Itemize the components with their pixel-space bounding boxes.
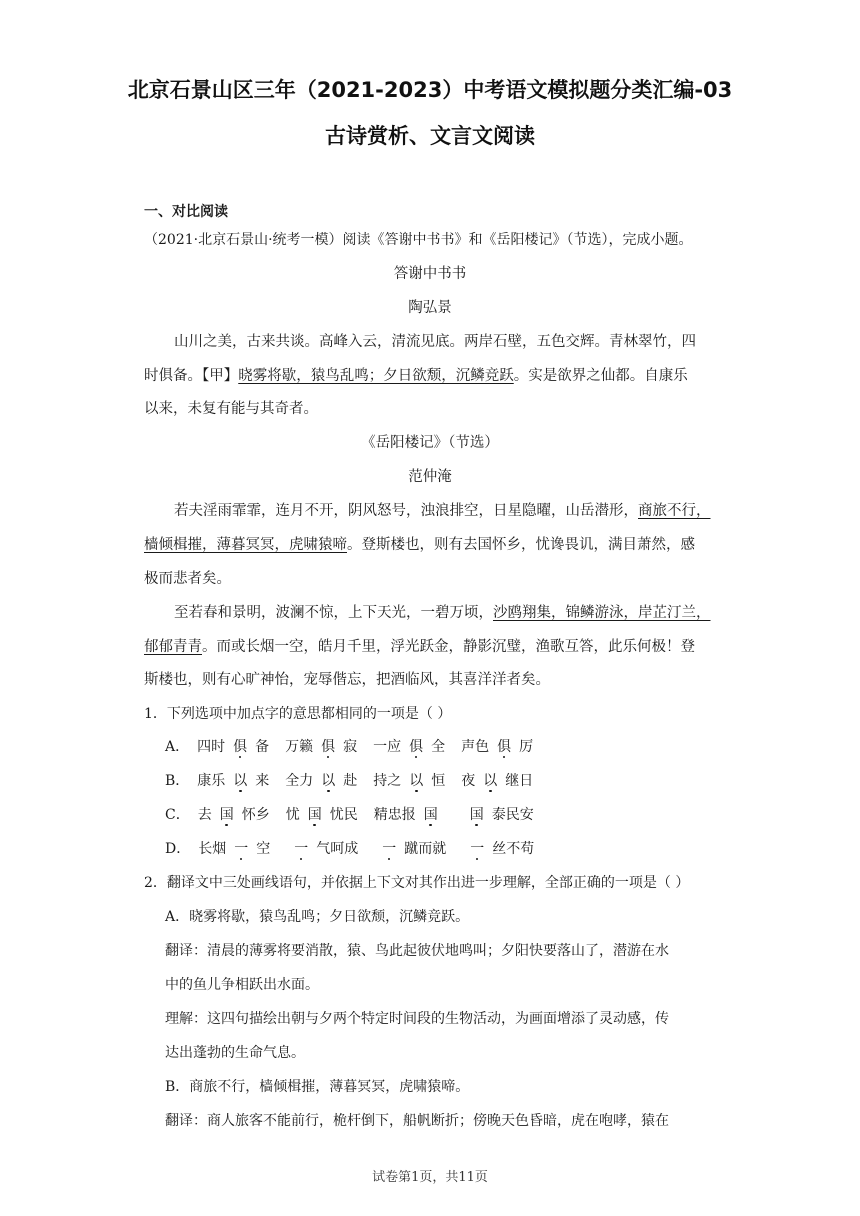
section-heading: 一、对比阅读 <box>144 204 228 220</box>
option-word: 精忠报 国 <box>373 807 438 823</box>
passage1-line2: 时俱备。【甲】晓雾将歇，猿鸟乱鸣；夕日欲颓，沉鳞竞跃。实是欲界之仙都。自康乐 <box>144 368 688 384</box>
option-word: 去 国 怀乡 <box>197 807 270 823</box>
document-title-line2: 古诗赏析、文言文阅读 <box>325 124 535 148</box>
question1-stem: 1．下列选项中加点字的意思都相同的一项是（ ） <box>144 706 452 722</box>
option-word: 忧 国 忧民 <box>285 807 358 823</box>
passage1-author: 陶弘景 <box>408 300 452 316</box>
passage2-p1-line1: 若夫淫雨霏霏，连月不开，阴风怒号，浊浪排空，日星隐曜，山岳潜形，商旅不行， <box>174 503 711 519</box>
option-word: 康乐 以 来 <box>197 773 270 789</box>
passage2-p1-line2: 樯倾楫摧，薄暮冥冥，虎啸猿啼。登斯楼也，则有去国怀乡，忧谗畏讥，满目萧然，感 <box>144 537 695 553</box>
question1-option-c[interactable]: C． 去 国 怀乡 忧 国 忧民 精忠报 国 国 泰民安 <box>165 805 550 825</box>
passage2-title: 《岳阳楼记》（节选） <box>361 435 499 451</box>
question2-a-understanding-line2: 达出蓬勃的生命气息。 <box>165 1045 305 1061</box>
passage2-p1-line3: 极而悲者矣。 <box>144 571 231 587</box>
option-word: 一 气呵成 <box>294 841 359 857</box>
passage1-title: 答谢中书书 <box>393 266 467 282</box>
option-word: 持之 以 恒 <box>373 773 446 789</box>
question2-a-understanding-line1: 理解：这四句描绘出朝与夕两个特定时间段的生物活动，为画面增添了灵动感，传 <box>165 1011 669 1027</box>
passage2-p2-line3: 斯楼也，则有心旷神怡，宠辱偕忘，把酒临风，其喜洋洋者矣。 <box>144 672 550 688</box>
passage1-line1: 山川之美，古来共谈。高峰入云，清流见底。两岸石壁，五色交辉。青林翠竹，四 <box>174 334 696 350</box>
underlined-sentence-2: 沙鸥翔集，锦鳞游泳，岸芷汀兰， <box>493 605 711 621</box>
underlined-sentence-1: 商旅不行， <box>638 503 711 519</box>
passage2-p2-line1: 至若春和景明，波澜不惊，上下天光，一碧万顷，沙鸥翔集，锦鳞游泳，岸芷汀兰， <box>174 605 711 621</box>
option-word: 全力 以 赴 <box>285 773 358 789</box>
option-word: 一 蹴而就 <box>382 841 447 857</box>
option-word: 夜 以 继日 <box>461 773 534 789</box>
document-title-line1: 北京石景山区三年（2021-2023）中考语文模拟题分类汇编-03 <box>127 78 733 102</box>
option-word: 四时 俱 备 <box>197 739 270 755</box>
passage2-p2-line2: 郁郁青青。而或长烟一空，皓月千里，浮光跃金，静影沉璧，渔歌互答，此乐何极！登 <box>144 639 695 655</box>
question2-a-translation-line1: 翻译：清晨的薄雾将要消散，猿、鸟此起彼伏地鸣叫；夕阳快要落山了，潜游在水 <box>165 943 669 959</box>
passage2-author: 范仲淹 <box>408 469 452 485</box>
question2-stem: 2．翻译文中三处画线语句，并依据上下文对其作出进一步理解，全部正确的一项是（ ） <box>144 875 690 891</box>
option-word: 声色 俱 厉 <box>461 739 534 755</box>
question1-option-d[interactable]: D． 长烟 一 空 一 气呵成 一 蹴而就 一 丝不苟 <box>165 839 550 859</box>
question2-option-a[interactable]: A．晓雾将歇，猿鸟乱鸣；夕日欲颓，沉鳞竞跃。 <box>165 909 470 925</box>
option-word: 长烟 一 空 <box>198 841 271 857</box>
question2-option-b[interactable]: B．商旅不行，樯倾楫摧，薄暮冥冥，虎啸猿啼。 <box>165 1079 470 1095</box>
option-word: 一应 俱 全 <box>373 739 446 755</box>
question2-b-translation-line1: 翻译：商人旅客不能前行，桅杆倒下，船帆断折；傍晚天色昏暗，虎在咆哮，猿在 <box>165 1113 669 1129</box>
underlined-sentence-jia: 晓雾将歇，猿鸟乱鸣；夕日欲颓，沉鳞竞跃 <box>238 368 514 384</box>
option-word: 万籁 俱 寂 <box>285 739 358 755</box>
underlined-sentence-2-cont: 郁郁青青 <box>144 639 202 655</box>
passage1-line3: 以来，未复有能与其奇者。 <box>144 401 318 417</box>
option-word: 国 泰民安 <box>469 807 534 823</box>
option-word: 一 丝不苟 <box>470 841 535 857</box>
question2-a-translation-line2: 中的鱼儿争相跃出水面。 <box>165 977 319 993</box>
underlined-sentence-1-cont: 樯倾楫摧，薄暮冥冥，虎啸猿啼 <box>144 537 347 553</box>
question1-option-a[interactable]: A． 四时 俱 备 万籁 俱 寂 一应 俱 全 声色 俱 厉 <box>165 737 549 757</box>
section-intro: （2021·北京石景山·统考一模）阅读《答谢中书书》和《岳阳楼记》（节选），完成小题。 <box>144 232 693 248</box>
page-footer: 试卷第1页，共11页 <box>372 1170 488 1185</box>
question1-option-b[interactable]: B． 康乐 以 来 全力 以 赴 持之 以 恒 夜 以 继日 <box>165 771 549 791</box>
